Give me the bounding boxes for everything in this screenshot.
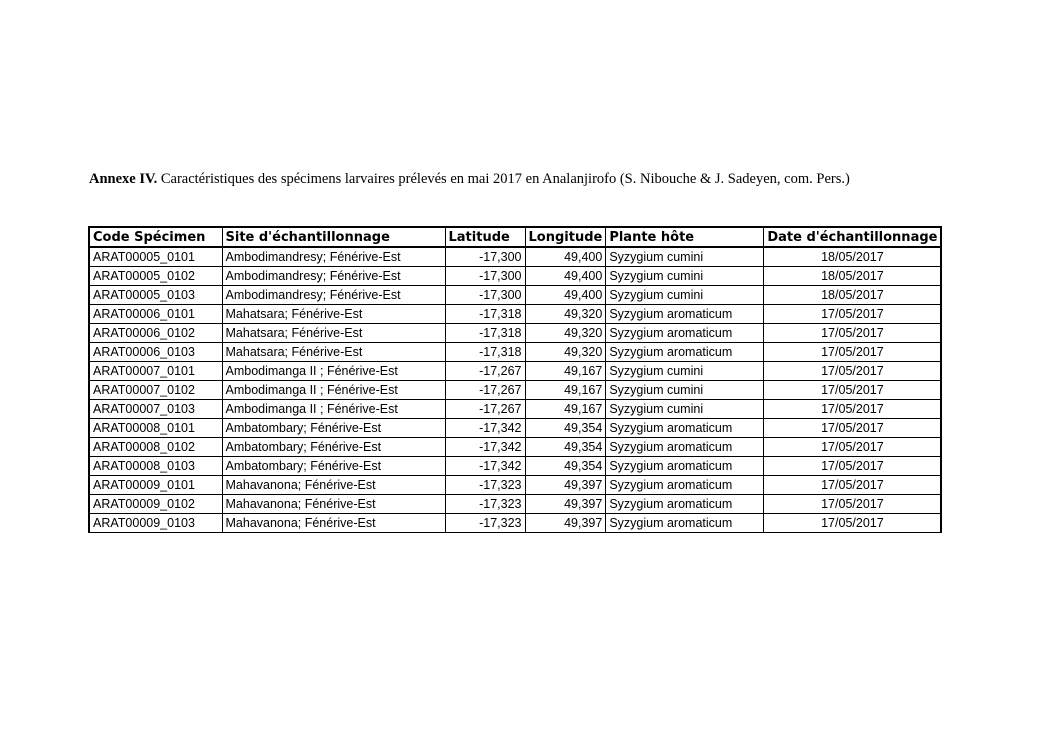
- table-row: [89, 324, 941, 343]
- cell-date: 18/05/2017: [764, 286, 942, 305]
- cell-site: Ambatombary; Fénérive-Est: [222, 419, 445, 438]
- table-row: [89, 457, 941, 476]
- cell-site: Mahatsara; Fénérive-Est: [222, 305, 445, 324]
- cell-site: Mahavanona; Fénérive-Est: [222, 514, 445, 533]
- cell-site: Ambatombary; Fénérive-Est: [222, 438, 445, 457]
- cell-longitude: 49,320: [525, 305, 606, 324]
- header-site: Site d'échantillonnage: [222, 227, 445, 247]
- cell-longitude: 49,320: [525, 343, 606, 362]
- cell-longitude: 49,354: [525, 419, 606, 438]
- table-row: [89, 267, 941, 286]
- cell-date: 17/05/2017: [764, 495, 942, 514]
- table-row: [89, 343, 941, 362]
- table-row: [89, 495, 941, 514]
- cell-host-plant: Syzygium aromaticum: [606, 495, 764, 514]
- cell-site: Mahatsara; Fénérive-Est: [222, 343, 445, 362]
- caption-label: Annexe IV.: [89, 171, 158, 187]
- cell-site: Ambodimanga II ; Fénérive-Est: [222, 400, 445, 419]
- table-row: [89, 381, 941, 400]
- cell-latitude: -17,300: [445, 247, 525, 267]
- cell-host-plant: Syzygium aromaticum: [606, 457, 764, 476]
- table-body: [89, 247, 941, 533]
- cell-latitude: -17,300: [445, 267, 525, 286]
- cell-latitude: -17,323: [445, 476, 525, 495]
- cell-host-plant: Syzygium aromaticum: [606, 343, 764, 362]
- cell-code: ARAT00007_0102: [89, 381, 222, 400]
- cell-site: Mahatsara; Fénérive-Est: [222, 324, 445, 343]
- cell-site: Ambodimanga II ; Fénérive-Est: [222, 381, 445, 400]
- cell-latitude: -17,267: [445, 381, 525, 400]
- cell-date: 17/05/2017: [764, 438, 942, 457]
- cell-longitude: 49,397: [525, 476, 606, 495]
- cell-date: 17/05/2017: [764, 400, 942, 419]
- cell-host-plant: Syzygium cumini: [606, 362, 764, 381]
- cell-latitude: -17,323: [445, 514, 525, 533]
- cell-date: 18/05/2017: [764, 247, 942, 267]
- table-caption: [89, 170, 989, 188]
- cell-date: 17/05/2017: [764, 514, 942, 533]
- cell-host-plant: Syzygium aromaticum: [606, 438, 764, 457]
- cell-site: Mahavanona; Fénérive-Est: [222, 495, 445, 514]
- cell-code: ARAT00006_0103: [89, 343, 222, 362]
- caption-text: Caractéristiques des spécimens larvaires prélevés en mai 2017 en Analanjirofo (S. Nibouche & J. Sadeyen, com. Pers.): [157, 171, 850, 187]
- cell-longitude: 49,167: [525, 400, 606, 419]
- cell-site: Ambodimandresy; Fénérive-Est: [222, 267, 445, 286]
- specimens-table: [88, 226, 942, 533]
- cell-site: Ambodimandresy; Fénérive-Est: [222, 247, 445, 267]
- cell-site: Ambodimandresy; Fénérive-Est: [222, 286, 445, 305]
- cell-date: 17/05/2017: [764, 419, 942, 438]
- cell-longitude: 49,354: [525, 457, 606, 476]
- cell-date: 17/05/2017: [764, 324, 942, 343]
- cell-host-plant: Syzygium cumini: [606, 286, 764, 305]
- table-header-row: [89, 227, 941, 247]
- cell-code: ARAT00008_0102: [89, 438, 222, 457]
- cell-longitude: 49,397: [525, 495, 606, 514]
- cell-longitude: 49,400: [525, 286, 606, 305]
- cell-code: ARAT00008_0101: [89, 419, 222, 438]
- cell-host-plant: Syzygium aromaticum: [606, 305, 764, 324]
- cell-date: 17/05/2017: [764, 362, 942, 381]
- cell-host-plant: Syzygium aromaticum: [606, 514, 764, 533]
- header-longitude: Longitude: [525, 227, 606, 247]
- cell-date: 17/05/2017: [764, 457, 942, 476]
- cell-site: Ambatombary; Fénérive-Est: [222, 457, 445, 476]
- cell-code: ARAT00009_0102: [89, 495, 222, 514]
- cell-code: ARAT00007_0101: [89, 362, 222, 381]
- header-code-specimen: Code Spécimen: [89, 227, 222, 247]
- header-host-plant: Plante hôte: [606, 227, 764, 247]
- cell-code: ARAT00005_0103: [89, 286, 222, 305]
- cell-latitude: -17,318: [445, 324, 525, 343]
- cell-site: Mahavanona; Fénérive-Est: [222, 476, 445, 495]
- cell-code: ARAT00006_0102: [89, 324, 222, 343]
- table-row: [89, 400, 941, 419]
- cell-latitude: -17,267: [445, 400, 525, 419]
- table-row: [89, 247, 941, 267]
- header-latitude: Latitude: [445, 227, 525, 247]
- cell-host-plant: Syzygium aromaticum: [606, 419, 764, 438]
- cell-code: ARAT00007_0103: [89, 400, 222, 419]
- cell-latitude: -17,342: [445, 419, 525, 438]
- cell-latitude: -17,318: [445, 343, 525, 362]
- header-date: Date d'échantillonnage: [764, 227, 942, 247]
- cell-longitude: 49,167: [525, 362, 606, 381]
- cell-longitude: 49,167: [525, 381, 606, 400]
- cell-code: ARAT00005_0102: [89, 267, 222, 286]
- cell-code: ARAT00005_0101: [89, 247, 222, 267]
- table-row: [89, 476, 941, 495]
- cell-host-plant: Syzygium cumini: [606, 381, 764, 400]
- cell-host-plant: Syzygium cumini: [606, 400, 764, 419]
- cell-latitude: -17,318: [445, 305, 525, 324]
- cell-latitude: -17,300: [445, 286, 525, 305]
- cell-host-plant: Syzygium aromaticum: [606, 476, 764, 495]
- cell-host-plant: Syzygium cumini: [606, 247, 764, 267]
- table-row: [89, 514, 941, 533]
- table-row: [89, 438, 941, 457]
- cell-date: 17/05/2017: [764, 476, 942, 495]
- table-row: [89, 419, 941, 438]
- cell-code: ARAT00009_0101: [89, 476, 222, 495]
- cell-code: ARAT00009_0103: [89, 514, 222, 533]
- cell-latitude: -17,342: [445, 457, 525, 476]
- cell-date: 17/05/2017: [764, 381, 942, 400]
- cell-code: ARAT00008_0103: [89, 457, 222, 476]
- cell-latitude: -17,267: [445, 362, 525, 381]
- table-row: [89, 362, 941, 381]
- cell-longitude: 49,397: [525, 514, 606, 533]
- table-row: [89, 305, 941, 324]
- cell-longitude: 49,400: [525, 267, 606, 286]
- cell-site: Ambodimanga II ; Fénérive-Est: [222, 362, 445, 381]
- cell-code: ARAT00006_0101: [89, 305, 222, 324]
- cell-longitude: 49,320: [525, 324, 606, 343]
- cell-date: 17/05/2017: [764, 305, 942, 324]
- cell-longitude: 49,354: [525, 438, 606, 457]
- cell-host-plant: Syzygium cumini: [606, 267, 764, 286]
- table-row: [89, 286, 941, 305]
- cell-latitude: -17,323: [445, 495, 525, 514]
- cell-date: 18/05/2017: [764, 267, 942, 286]
- cell-host-plant: Syzygium aromaticum: [606, 324, 764, 343]
- cell-longitude: 49,400: [525, 247, 606, 267]
- cell-latitude: -17,342: [445, 438, 525, 457]
- cell-date: 17/05/2017: [764, 343, 942, 362]
